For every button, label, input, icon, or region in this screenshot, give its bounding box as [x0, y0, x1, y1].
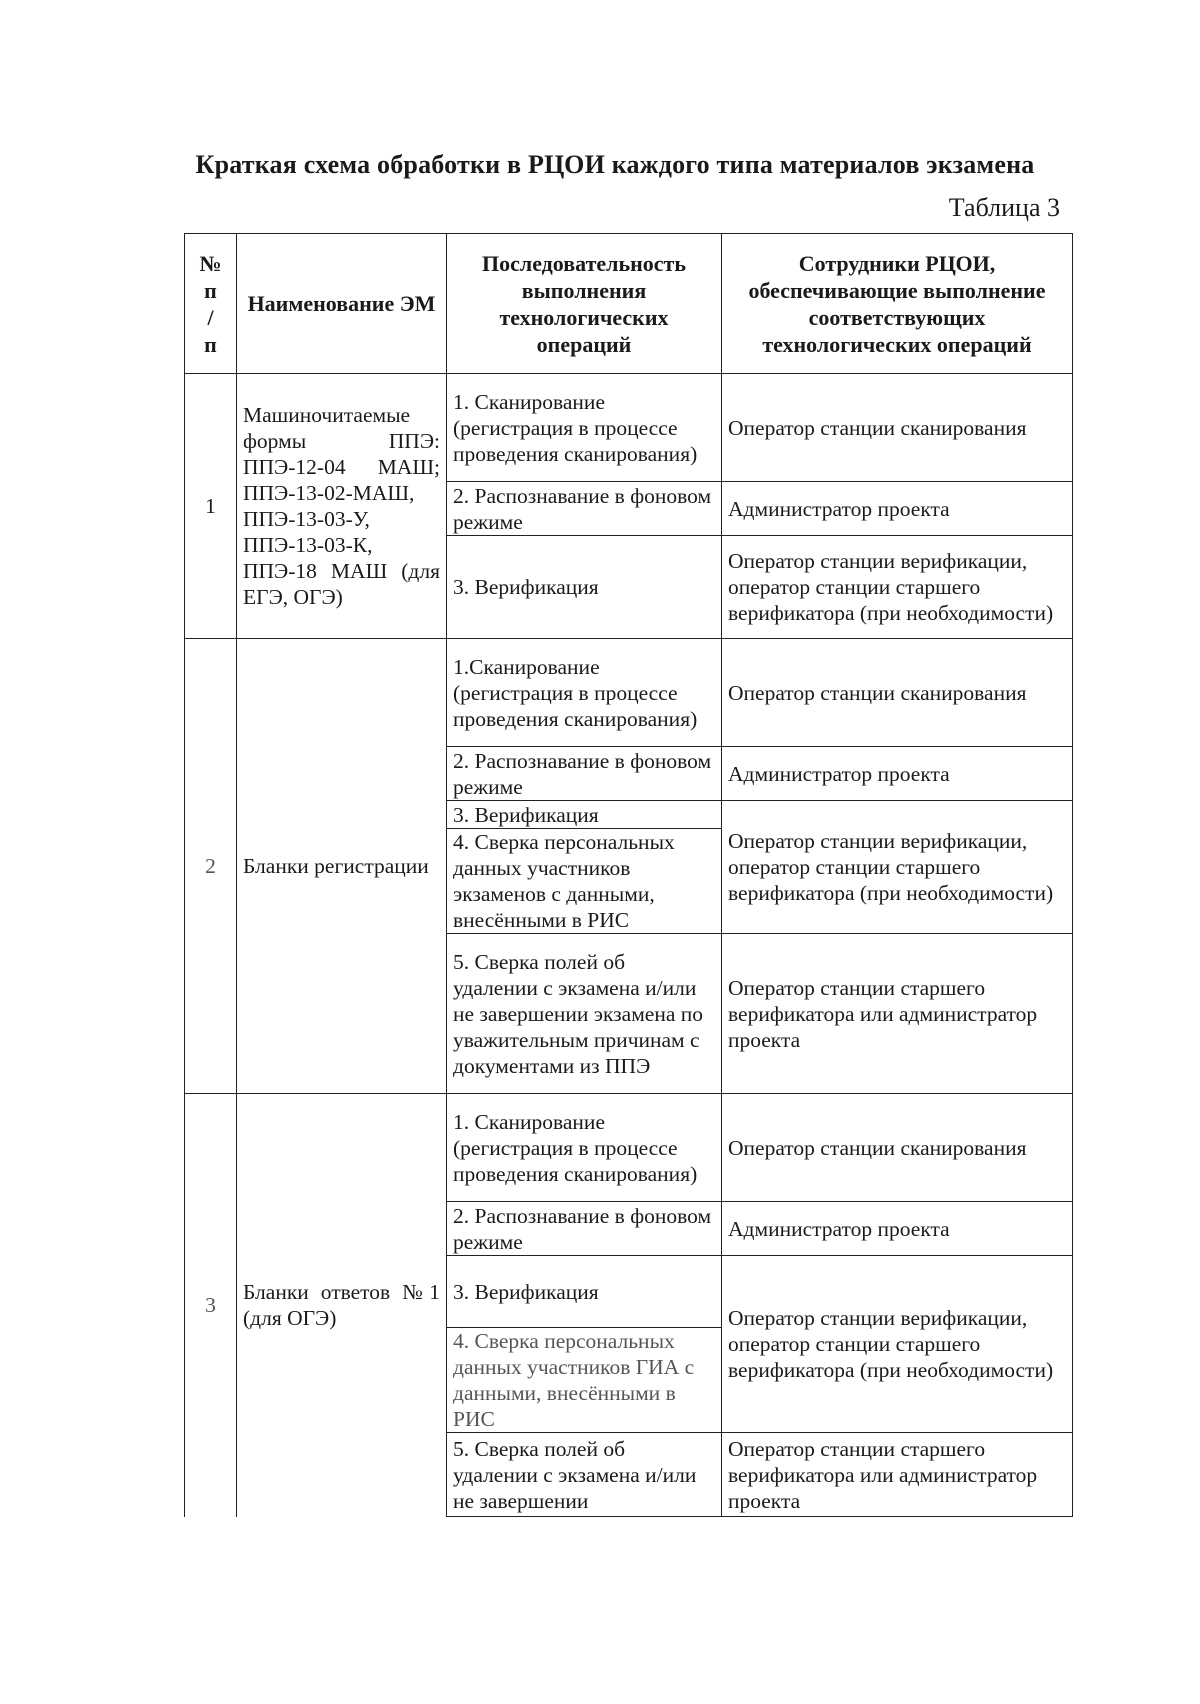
staff-cell: Оператор станции верификации, оператор станции старшего верификатора (при необходимости)	[722, 1256, 1073, 1433]
table-header-row	[185, 234, 1073, 374]
staff-cell: Администратор проекта	[722, 747, 1073, 801]
staff-cell: Оператор станции верификации, оператор станции старшего верификатора (при необходимости)	[722, 801, 1073, 934]
operation-cell: 3. Верификация	[447, 801, 722, 829]
operation-cell: 5. Сверка полей об удалении с экзамена и/или не завершении экзамена по уважительным причинам с документами из ППЭ	[447, 934, 722, 1094]
staff-cell: Оператор станции верификации, оператор станции старшего верификатора (при необходимости)	[722, 536, 1073, 639]
table-caption: Таблица 3	[948, 193, 1060, 222]
operation-cell: 3. Верификация	[447, 536, 722, 639]
staff-cell: Администратор проекта	[722, 1202, 1073, 1256]
em-name-cell: Бланки ответов №1 (для ОГЭ)	[237, 1094, 447, 1517]
staff-cell: Оператор станции сканирования	[722, 639, 1073, 747]
em-name-cell: Бланки регистрации	[237, 639, 447, 1094]
operation-cell: 4. Сверка персональных данных участников ГИА с данными, внесёнными в РИС	[447, 1328, 722, 1433]
staff-cell: Оператор станции старшего верификатора или администратор проекта	[722, 1433, 1073, 1517]
operation-cell: 4. Сверка персональных данных участников экзаменов с данными, внесёнными в РИС	[447, 829, 722, 934]
row-number: 2	[185, 639, 237, 1094]
header-num: № п / п	[185, 234, 237, 374]
row-number: 3	[185, 1094, 237, 1517]
row-number: 1	[185, 374, 237, 639]
operation-cell: 1.Сканирование (регистрация в процессе проведения сканирования)	[447, 639, 722, 747]
operation-cell: 2. Распознавание в фоновом режиме	[447, 747, 722, 801]
em-name-cell: Машиночитаемые формы ППЭ: ППЭ-12-04 МАШ; ППЭ-13-02-МАШ, ППЭ-13-03-У, ППЭ-13-03-К, ППЭ-18 МАШ (для ЕГЭ, ОГЭ)	[237, 374, 447, 639]
header-operations: Последовательность выполнения технологических операций	[447, 234, 722, 374]
operation-cell: 5. Сверка полей об удалении с экзамена и/или не завершении	[447, 1433, 722, 1517]
operation-cell: 1. Сканирование (регистрация в процессе проведения сканирования)	[447, 374, 722, 482]
header-name: Наименование ЭМ	[237, 234, 447, 374]
operation-cell: 2. Распознавание в фоновом режиме	[447, 1202, 722, 1256]
operation-cell: 3. Верификация	[447, 1256, 722, 1328]
table-row	[185, 374, 1073, 482]
staff-cell: Оператор станции сканирования	[722, 374, 1073, 482]
document-title: Краткая схема обработки в РЦОИ каждого типа материалов экзамена	[195, 150, 1035, 179]
staff-cell: Оператор станции сканирования	[722, 1094, 1073, 1202]
header-staff: Сотрудники РЦОИ, обеспечивающие выполнение соответствующих технологических операций	[722, 234, 1073, 374]
table-row	[185, 1094, 1073, 1202]
processing-scheme-table	[184, 233, 1073, 1517]
operation-cell: 1. Сканирование (регистрация в процессе проведения сканирования)	[447, 1094, 722, 1202]
staff-cell: Оператор станции старшего верификатора или администратор проекта	[722, 934, 1073, 1094]
staff-cell: Администратор проекта	[722, 482, 1073, 536]
table-row	[185, 639, 1073, 747]
operation-cell: 2. Распознавание в фоновом режиме	[447, 482, 722, 536]
